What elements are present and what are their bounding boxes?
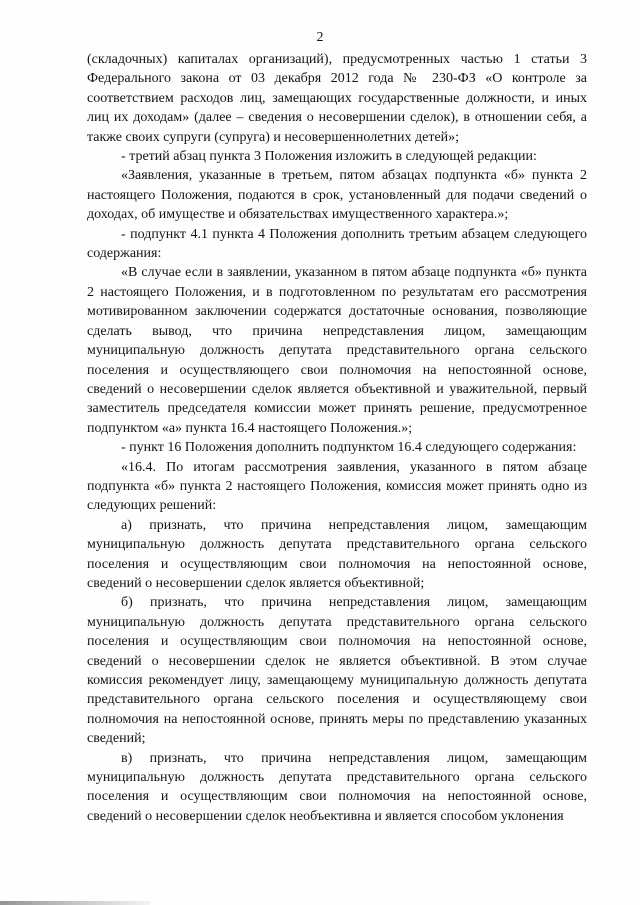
paragraph-16-4: «16.4. По итогам рассмотрения заявления, указанного в пятом абзаце подпункта «б» пункта 2 настоящего Положения, комиссия может принять одно из следующих решений:	[87, 459, 587, 514]
paragraph-quoted-statements: «Заявления, указанные в третьем, пятом абзацах подпункта «б» пункта 2 настоящего Положения, подаются в срок, установленный для подачи сведений о доходах, об имуществе и обязательствах имущественного характера.»;	[87, 168, 587, 223]
paragraph-decision-b: б) признать, что причина непредставления лицом, замещающим муниципальную должность депутата представительного органа сельского поселения и осуществляющим свои полномочия на непостоянной основе, сведений о несовершении сделок не является объективной. В этом случае комиссия рекомендует лицу, замещающему муниципальную должность депутата представительного органа сельского поселения и осуществляющему свои полномочия на непостоянной основе, принять меры по представлению указанных сведений;	[87, 595, 587, 747]
paragraph-amendment-item-3: - третий абзац пункта 3 Положения изложить в следующей редакции:	[121, 149, 537, 165]
document-body	[87, 50, 587, 826]
paragraph-decision-c: в) признать, что причина непредставления лицом, замещающим муниципальную должность депутата представительного органа сельского поселения и осуществляющим свои полномочия на непостоянной основе, сведений о несовершении сделок необъективна и является способом уклонения	[87, 750, 587, 824]
paragraph-amendment-4-1: - подпункт 4.1 пункта 4 Положения дополнить третьим абзацем следующего содержания:	[87, 226, 587, 262]
paragraph-amendment-16: - пункт 16 Положения дополнить подпунктом 16.4 следующего содержания:	[121, 440, 577, 456]
scan-edge-mark	[0, 901, 150, 905]
page-number: 2	[316, 30, 324, 45]
paragraph-quoted-case: «В случае если в заявлении, указанном в пятом абзаце подпункта «б» пункта 2 настоящего Положения, и в подготовленном по результатам его рассмотрения мотивированном заключении содержатся достаточные основания, позволяющие сделать вывод, что причина непредставления лицом, замещающим муниципальную должность депутата представительного органа сельского поселения и осуществляющего свои полномочия на непостоянной основе, сведений о несовершении сделок является объективной и уважительной, первый заместитель председателя комиссии может принять решение, предусмотренное подпунктом «а» пункта 16.4 настоящего Положения.»;	[87, 265, 587, 436]
paragraph-intro-continuation: (складочных) капиталах организаций), предусмотренных частью 1 статьи 3 Федерального закона от 03 декабря 2012 года № 230-ФЗ «О контроле за соответствием расходов лиц, замещающих государственные должности, и иных лиц их доходам» (далее – сведения о несовершении сделок), в отношении себя, а также своих супруги (супруга) и несовершеннолетних детей»;	[87, 52, 587, 145]
paragraph-decision-a: а) признать, что причина непредставления лицом, замещающим муниципальную должность депутата представительного органа сельского поселения и осуществляющим свои полномочия на непостоянной основе, сведений о несовершении сделок является объективной;	[87, 517, 587, 591]
